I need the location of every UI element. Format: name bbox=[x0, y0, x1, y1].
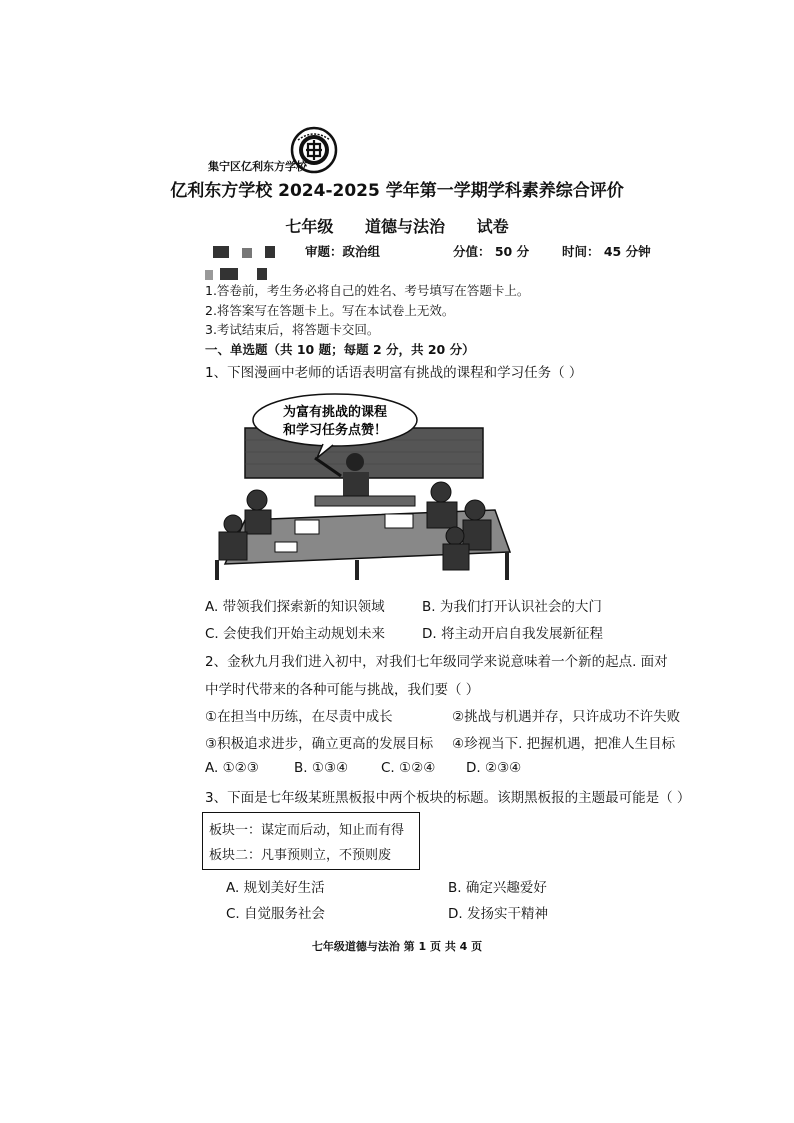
subject-label: 道德与法治 bbox=[364, 217, 445, 236]
bubble-line-2: 和学习任务点赞！ bbox=[282, 423, 388, 438]
q1-option-a: A. 带领我们探索新的知识领域 bbox=[205, 599, 385, 615]
q1-option-b: B. 为我们打开认识社会的大门 bbox=[422, 599, 602, 615]
box-line-2: 板块二：凡事预则立，不预则废 bbox=[209, 848, 392, 863]
time-value: 时间： 45 分钟 bbox=[562, 244, 651, 259]
paper-label: 试卷 bbox=[476, 217, 509, 236]
q1-option-c: C. 会使我们开始主动规划未来 bbox=[205, 626, 386, 642]
q2-item-2: ②挑战与机遇并存，只许成功不许失败 bbox=[452, 709, 681, 725]
instruction-2: 2.将答案写在答题卡上。写在本试卷上无效。 bbox=[205, 303, 455, 318]
page-footer: 七年级道德与法治 第 1 页 共 4 页 bbox=[311, 940, 483, 953]
exam-title: 亿利东方学校 2024-2025 学年第一学期学科素养综合评价 bbox=[170, 181, 624, 201]
q2-item-3: ③积极追求进步，确立更高的发展目标 bbox=[205, 736, 434, 752]
question-1-stem: 1、下图漫画中老师的话语表明富有挑战的课程和学习任务（ ） bbox=[205, 365, 583, 381]
q3-option-d: D. 发扬实干精神 bbox=[448, 906, 548, 922]
classroom-cartoon-image bbox=[205, 392, 523, 582]
redacted-author bbox=[213, 243, 275, 262]
school-name-small: 集宁区亿利东方学校 bbox=[208, 160, 307, 173]
question-2-stem-line2: 中学时代带来的各种可能与挑战，我们要（ ） bbox=[205, 682, 480, 698]
review-group: 审题：政治组 bbox=[305, 244, 381, 259]
exam-subtitle bbox=[0, 214, 794, 237]
q2-option-c: C. ①②④ bbox=[381, 760, 436, 776]
blackboard-sections-box bbox=[202, 812, 420, 870]
q2-option-d: D. ②③④ bbox=[466, 760, 522, 776]
q3-option-c: C. 自觉服务社会 bbox=[226, 906, 326, 922]
q3-option-b: B. 确定兴趣爱好 bbox=[448, 880, 547, 896]
q2-item-1: ①在担当中历练，在尽责中成长 bbox=[205, 709, 393, 725]
section-heading: 一、单选题（共 10 题；每题 2 分，共 20 分） bbox=[205, 342, 475, 357]
q1-option-d: D. 将主动开启自我发展新征程 bbox=[422, 626, 603, 642]
instruction-1: 1.答卷前，考生务必将自己的姓名、考号填写在答题卡上。 bbox=[205, 283, 530, 298]
box-line-1: 板块一：谋定而后动，知止而有得 bbox=[209, 823, 405, 838]
q2-item-4: ④珍视当下. 把握机遇，把准人生目标 bbox=[452, 736, 676, 752]
bubble-line-1: 为富有挑战的课程 bbox=[282, 405, 388, 420]
question-2-stem-line1: 2、金秋九月我们进入初中，对我们七年级同学来说意味着一个新的起点. 面对 bbox=[205, 654, 668, 670]
q2-option-b: B. ①③④ bbox=[294, 760, 349, 776]
q3-option-a: A. 规划美好生活 bbox=[226, 880, 325, 896]
instruction-3: 3.考试结束后，将答题卡交回。 bbox=[205, 322, 380, 337]
q2-option-a: A. ①②③ bbox=[205, 760, 259, 776]
question-3-stem: 3、下面是七年级某班黑板报中两个板块的标题。该期黑板报的主题最可能是（ ） bbox=[205, 790, 691, 806]
score-value: 分值： 50 分 bbox=[453, 244, 530, 259]
grade-label: 七年级 bbox=[285, 217, 334, 236]
